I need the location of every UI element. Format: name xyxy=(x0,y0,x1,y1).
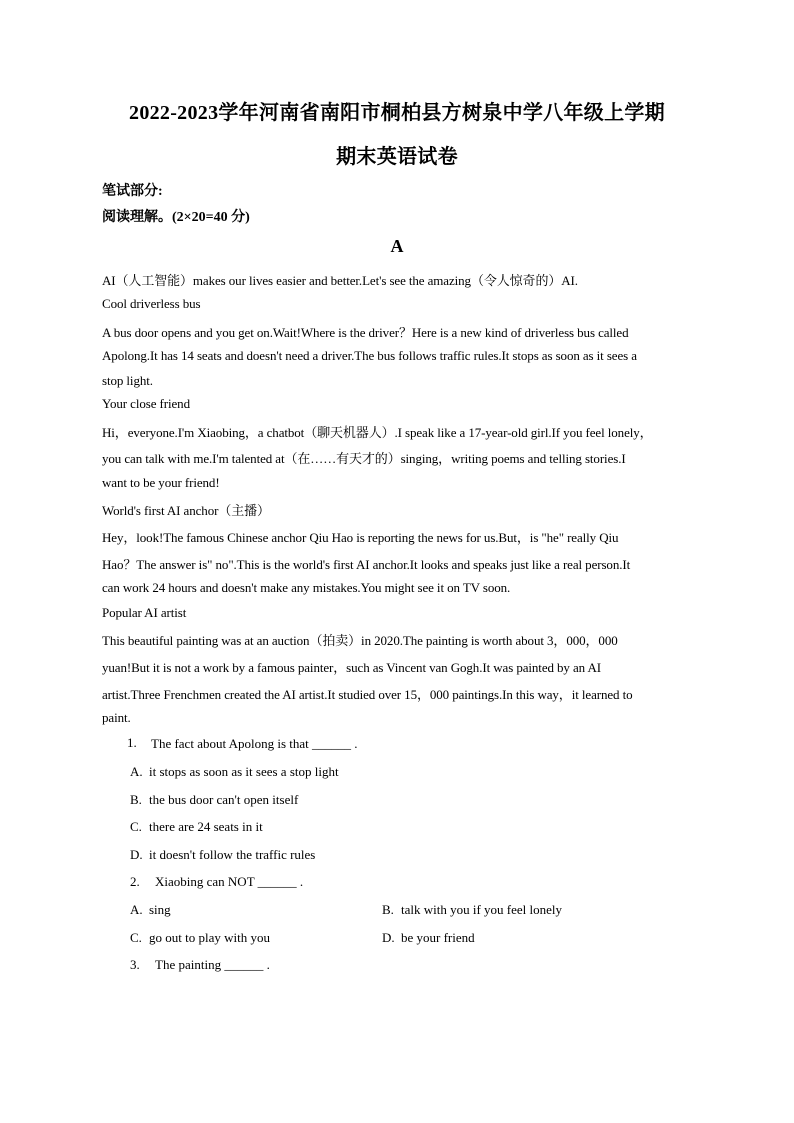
option-text: there are 24 seats in it xyxy=(149,819,263,834)
option-text: it stops as soon as it sees a stop light xyxy=(149,764,339,779)
question-2-option-d[interactable] xyxy=(382,930,475,946)
option-text: it doesn't follow the traffic rules xyxy=(149,847,316,862)
heading-ai-artist: Popular AI artist xyxy=(102,605,187,620)
question-3-number: 3. xyxy=(130,957,140,972)
question-2-number: 2. xyxy=(130,874,140,889)
option-label: D. xyxy=(130,847,143,862)
option-label: C. xyxy=(130,819,142,834)
heading-driverless-bus: Cool driverless bus xyxy=(102,296,201,311)
passage-label: A xyxy=(390,236,404,256)
section-reading: 阅读理解。(2×20=40 分) xyxy=(102,210,250,225)
paragraph-line: want to be your friend! xyxy=(102,475,220,490)
paragraph-line: artist.Three Frenchmen created the AI artist.It studied over 15，000 paintings.In this way，it learned to xyxy=(102,687,633,702)
option-text: be your friend xyxy=(401,930,475,945)
question-3-stem: The painting ______ . xyxy=(155,957,270,972)
question-2-option-a[interactable] xyxy=(130,902,171,918)
paragraph-line: stop light. xyxy=(102,373,153,388)
exam-title-line1: 2022-2023学年河南省南阳市桐柏县方树泉中学八年级上学期 xyxy=(129,102,665,124)
question-2-stem: Xiaobing can NOT ______ . xyxy=(155,874,304,889)
option-label: C. xyxy=(130,930,142,945)
option-text: talk with you if you feel lonely xyxy=(401,902,563,917)
paragraph-line: you can talk with me.I'm talented at（在……有天才的）singing，writing poems and telling stories.I xyxy=(102,451,626,466)
option-text: sing xyxy=(149,902,171,917)
option-text: go out to play with you xyxy=(149,930,270,945)
question-2-option-c[interactable] xyxy=(130,930,270,946)
paragraph-line: yuan!But it is not a work by a famous painter，such as Vincent van Gogh.It was painted by an AI xyxy=(102,660,602,675)
paragraph-line: can work 24 hours and doesn't make any mistakes.You might see it on TV soon. xyxy=(102,580,511,595)
heading-ai-anchor: World's first AI anchor（主播） xyxy=(102,503,270,518)
question-1-stem: The fact about Apolong is that ______ . xyxy=(151,736,358,751)
option-label: D. xyxy=(382,930,395,945)
paragraph-line: A bus door opens and you get on.Wait!Where is the driver？Here is a new kind of driverless bus called xyxy=(102,325,629,340)
question-2-option-b[interactable] xyxy=(382,902,562,918)
paragraph-line: Hi，everyone.I'm Xiaobing，a chatbot（聊天机器人）.I speak like a 17-year-old girl.If you feel lonely， xyxy=(102,425,653,440)
question-1-option-a[interactable] xyxy=(130,764,339,780)
option-label: A. xyxy=(130,902,143,917)
question-1-option-d[interactable] xyxy=(130,847,315,863)
option-text: the bus door can't open itself xyxy=(149,792,299,807)
exam-title-line2: 期末英语试卷 xyxy=(336,146,458,168)
question-1-option-c[interactable] xyxy=(130,819,263,835)
paragraph-line: paint. xyxy=(102,710,131,725)
option-label: B. xyxy=(130,792,142,807)
option-label: B. xyxy=(382,902,394,917)
paragraph-line: Hao？The answer is" no".This is the world's first AI anchor.It looks and speaks just like a real person.It xyxy=(102,557,631,572)
question-1-number: 1. xyxy=(127,735,137,750)
paragraph-line: This beautiful painting was at an auction（拍卖）in 2020.The painting is worth about 3，000，000 xyxy=(102,633,618,648)
heading-close-friend: Your close friend xyxy=(102,396,190,411)
paragraph-line: Apolong.It has 14 seats and doesn't need a driver.The bus follows traffic rules.It stops as soon as it sees a xyxy=(102,348,637,363)
option-label: A. xyxy=(130,764,143,779)
question-1-option-b[interactable] xyxy=(130,792,298,808)
passage-intro: AI（人工智能）makes our lives easier and better.Let's see the amazing（令人惊奇的）AI. xyxy=(102,273,578,288)
paragraph-line: Hey，look!The famous Chinese anchor Qiu Hao is reporting the news for us.But，is "he" really Qiu xyxy=(102,530,619,545)
section-written: 笔试部分: xyxy=(102,184,163,199)
